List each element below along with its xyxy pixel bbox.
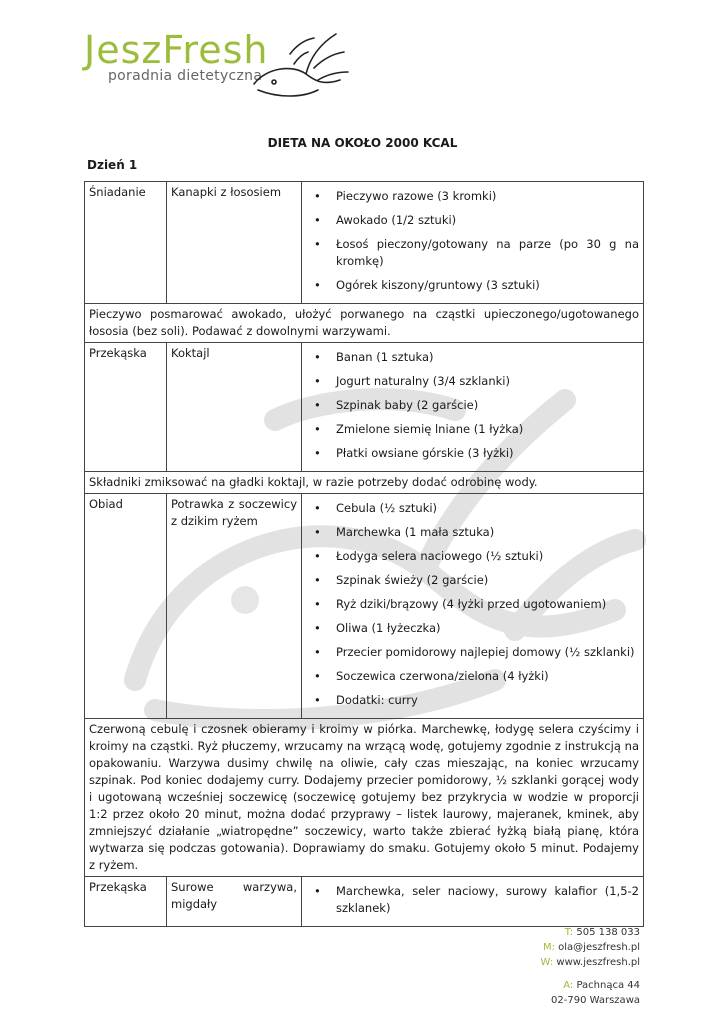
ingredient-item: • Szpinak baby (2 garście) xyxy=(306,397,639,414)
ingredient-cell xyxy=(302,877,644,927)
web-value: www.jeszfresh.pl xyxy=(556,957,640,968)
meal-dish: Surowe warzywa, migdały xyxy=(167,877,302,927)
mail-key: M: xyxy=(542,942,555,953)
meal-row xyxy=(85,182,644,304)
ingredient-item: • Ryż dziki/brązowy (4 łyżki przed ugotowaniem) xyxy=(306,596,639,613)
ingredient-cell xyxy=(302,494,644,719)
ingredient-item: • Soczewica czerwona/zielona (4 łyżki) xyxy=(306,668,639,685)
footer-web xyxy=(541,955,640,970)
fish-logo-icon xyxy=(244,24,354,110)
meal-row xyxy=(85,343,644,472)
ingredient-item: • Jogurt naturalny (3/4 szklanki) xyxy=(306,373,639,390)
ingredient-item: • Awokado (1/2 sztuki) xyxy=(306,212,639,229)
ingredient-cell xyxy=(302,343,644,472)
instruction-row xyxy=(85,472,644,494)
web-key: W: xyxy=(540,957,554,968)
ingredient-item: • Przecier pomidorowy najlepiej domowy (½ szklanki) xyxy=(306,644,639,661)
instruction-row xyxy=(85,304,644,343)
ingredient-list xyxy=(306,883,639,917)
meal-name: Obiad xyxy=(85,494,167,719)
footer-address xyxy=(541,978,640,993)
ingredient-item: • Łodyga selera naciowego (½ sztuki) xyxy=(306,548,639,565)
address-key: A: xyxy=(563,980,574,991)
meal-dish: Potrawka z soczewicy z dzikim ryżem xyxy=(167,494,302,719)
meal-instructions: Pieczywo posmarować awokado, ułożyć porwanego na cząstki upieczonego/ugotowanego łososia (bez soli). Podawać z dowolnymi warzywami. xyxy=(85,304,644,343)
day-label: Dzień 1 xyxy=(87,158,138,172)
meal-name: Przekąska xyxy=(85,877,167,927)
ingredient-list xyxy=(306,349,639,462)
meal-name: Przekąska xyxy=(85,343,167,472)
footer-mail xyxy=(541,940,640,955)
ingredient-item: • Marchewka, seler naciowy, surowy kalafior (1,5-2 szklanek) xyxy=(306,883,639,917)
phone-key: T: xyxy=(564,927,574,938)
ingredient-item: • Płatki owsiane górskie (3 łyżki) xyxy=(306,445,639,462)
ingredient-list xyxy=(306,500,639,709)
ingredient-item: • Szpinak świeży (2 garście) xyxy=(306,572,639,589)
ingredient-cell xyxy=(302,182,644,304)
ingredient-item: • Marchewka (1 mała sztuka) xyxy=(306,524,639,541)
ingredient-item: • Cebula (½ sztuki) xyxy=(306,500,639,517)
brand-logo xyxy=(84,24,354,112)
instruction-row xyxy=(85,719,644,877)
meal-instructions: Składniki zmiksować na gładki koktajl, w razie potrzeby dodać odrobinę wody. xyxy=(85,472,644,494)
meal-dish: Koktajl xyxy=(167,343,302,472)
footer-city: 02-790 Warszawa xyxy=(551,995,640,1006)
meal-row xyxy=(85,877,644,927)
ingredient-item: • Pieczywo razowe (3 kromki) xyxy=(306,188,639,205)
logo-name: JeszFresh xyxy=(84,28,269,72)
document-title: DIETA NA OKOŁO 2000 KCAL xyxy=(267,136,458,150)
mail-value: ola@jeszfresh.pl xyxy=(558,942,640,953)
phone-value: 505 138 033 xyxy=(576,927,640,938)
street-value: Pachnąca 44 xyxy=(576,980,640,991)
footer-phone xyxy=(541,925,640,940)
diet-table xyxy=(84,181,644,927)
ingredient-list xyxy=(306,188,639,294)
logo-subtitle: poradnia dietetyczna xyxy=(108,68,263,84)
contact-footer xyxy=(541,925,640,1008)
ingredient-item: • Banan (1 sztuka) xyxy=(306,349,639,366)
meal-name: Śniadanie xyxy=(85,182,167,304)
ingredient-item: • Zmielone siemię lniane (1 łyżka) xyxy=(306,421,639,438)
ingredient-item: • Łosoś pieczony/gotowany na parze (po 30 g na kromkę) xyxy=(306,236,639,270)
meal-dish: Kanapki z łososiem xyxy=(167,182,302,304)
meal-row xyxy=(85,494,644,719)
ingredient-item: • Dodatki: curry xyxy=(306,692,639,709)
ingredient-item: • Oliwa (1 łyżeczka) xyxy=(306,620,639,637)
ingredient-item: • Ogórek kiszony/gruntowy (3 sztuki) xyxy=(306,277,639,294)
meal-instructions: Czerwoną cebulę i czosnek obieramy i kroimy w piórka. Marchewkę, łodygę selera czyścimy i kroimy na cząstki. Ryż płuczemy, wrzucamy na wrzącą wodę, gotujemy zgodnie z instrukcją na opakowaniu. Warzywa dusimy chwilę na oliwie, cały czas mieszając, na koniec wrzucamy szpinak. Pod koniec dodajemy curry. Dodajemy przecier pomidorowy, ½ szklanki gorącej wody i ugotowaną wcześniej soczewicę (soczewicę gotujemy bez przykrycia w wodzie w proporcji 1:2 przez około 20 minut, można dodać przyprawy – listek laurowy, majeranek, kminek, aby zmniejszyć działanie „wiatropędne” soczewicy, warto także zbierać łyżką białą pianę, która wytwarza się podczas gotowania). Doprawiamy do smaku. Gotujemy około 5 minut. Podajemy z ryżem. xyxy=(85,719,644,877)
